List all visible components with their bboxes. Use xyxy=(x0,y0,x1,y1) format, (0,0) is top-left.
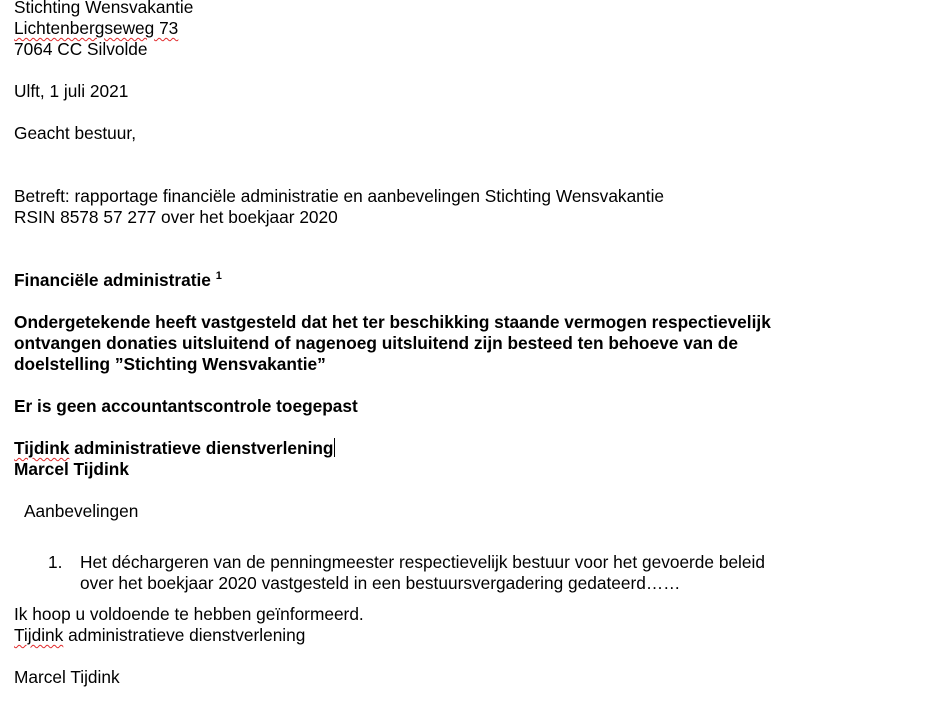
list-item-line-2: over het boekjaar 2020 vastgesteld in een bestuursvergadering gedateerd…… xyxy=(80,573,681,593)
no-audit-statement: Er is geen accountantscontrole toegepast xyxy=(14,396,358,416)
address-street-text: Lichtenbergseweg 73 xyxy=(14,18,179,38)
salutation: Geacht bestuur, xyxy=(14,123,137,143)
recommendations-heading: Aanbevelingen xyxy=(24,501,139,521)
closing-company xyxy=(14,625,934,646)
signature-person: Marcel Tijdink xyxy=(14,459,129,479)
text-cursor xyxy=(334,438,335,457)
recommendations-list xyxy=(14,552,934,594)
list-item-number: 1. xyxy=(48,552,63,572)
list-item-line-1: Het déchargeren van de penningmeester respectievelijk bestuur voor het gevoerde beleid xyxy=(80,552,765,572)
closing-line: Ik hoop u voldoende te hebben geïnformeerd. xyxy=(14,604,364,624)
closing-company-name: Tijdink xyxy=(14,625,64,645)
financial-heading xyxy=(14,270,934,291)
date-line: Ulft, 1 juli 2021 xyxy=(14,81,129,101)
footnote-marker[interactable]: 1 xyxy=(215,270,222,282)
closing-company-rest: administratieve dienstverlening xyxy=(63,625,306,645)
address-org: Stichting Wensvakantie xyxy=(14,0,194,17)
financial-para-line-2: ontvangen donaties uitsluitend of nagenoeg uitsluitend zijn besteed ten behoeve van de xyxy=(14,333,738,353)
document-body[interactable] xyxy=(14,0,934,688)
subject-line-1: Betreft: rapportage financiële administratie en aanbevelingen Stichting Wensvakantie xyxy=(14,186,665,206)
subject-line-2: RSIN 8578 57 277 over het boekjaar 2020 xyxy=(14,207,338,227)
signature-company-rest: administratieve dienstverlening xyxy=(69,438,334,458)
financial-para-line-3: doelstelling ”Stichting Wensvakantie” xyxy=(14,354,326,374)
financial-heading-text: Financiële administratie xyxy=(14,270,211,290)
signature-company-name: Tijdink xyxy=(14,438,70,458)
list-item xyxy=(80,552,840,594)
address-street xyxy=(14,18,934,39)
signature-company xyxy=(14,438,934,459)
address-city: 7064 CC Silvolde xyxy=(14,39,148,59)
financial-para-line-1: Ondergetekende heeft vastgesteld dat het ter beschikking staande vermogen respectievelijk xyxy=(14,312,771,332)
closing-person: Marcel Tijdink xyxy=(14,667,120,687)
